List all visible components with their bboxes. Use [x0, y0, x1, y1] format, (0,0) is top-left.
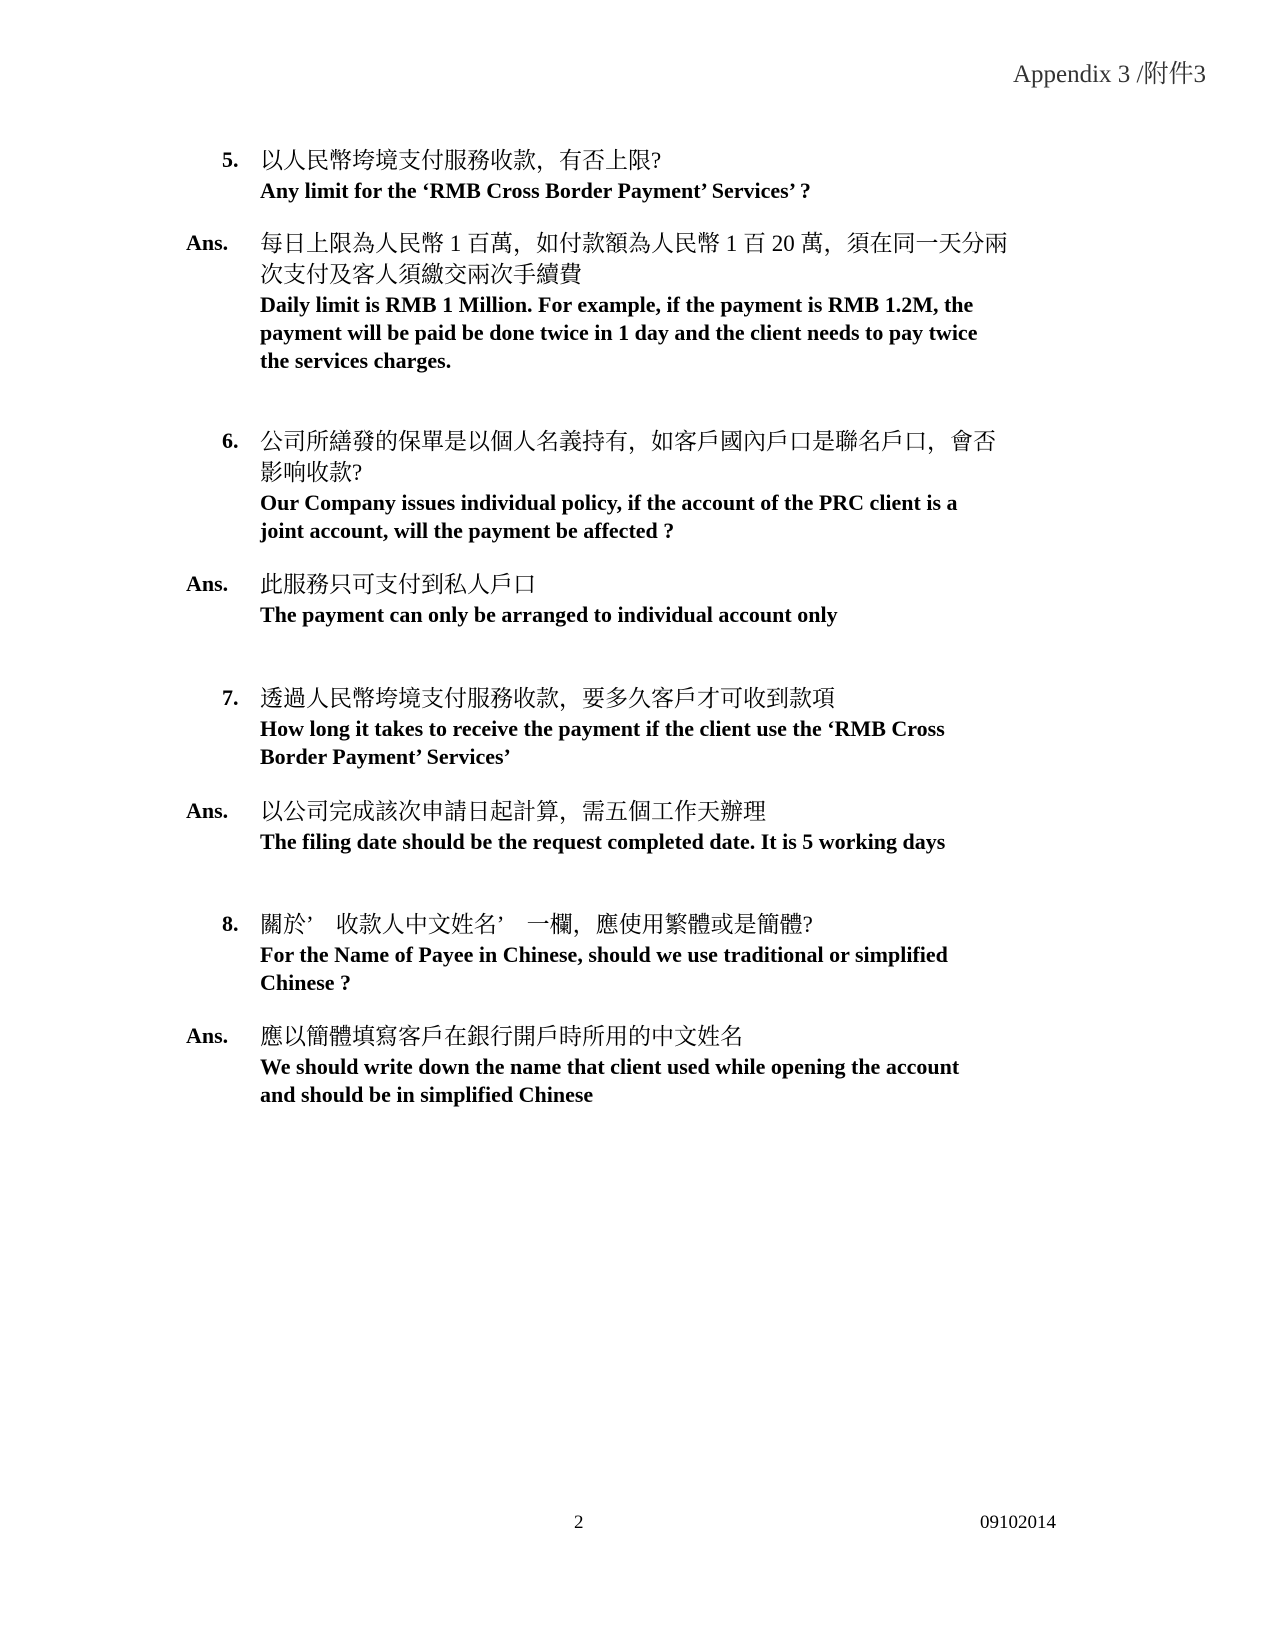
question-text-zh: 公司所繕發的保單是以個人名義持有，如客戶國內戶口是聯名戶口，會否: [260, 429, 996, 454]
page-number: 2: [574, 1512, 584, 1533]
answer-text-en: We should write down the name that client used while opening the account: [260, 1054, 960, 1079]
answer-label: Ans.: [186, 1023, 229, 1048]
appendix-label: Appendix 3 /附件3: [1012, 61, 1206, 88]
question-text-en: Our Company issues individual policy, if the account of the PRC client is a: [260, 490, 958, 515]
answer-label: Ans.: [186, 230, 229, 255]
question-text-en: How long it takes to receive the payment if the client use the ‘RMB Cross: [260, 716, 945, 741]
question-text-en: joint account, will the payment be affected ?: [260, 518, 675, 543]
question-text-zh: 關於’ 收款人中文姓名’ 一欄，應使用繁體或是簡體?: [260, 912, 813, 937]
answer-text-zh: 此服務只可支付到私人戶口: [260, 572, 536, 597]
answer-text-zh: 以公司完成該次申請日起計算，需五個工作天辦理: [260, 799, 766, 824]
answer-text-en: The filing date should be the request completed date. It is 5 working days: [260, 829, 946, 854]
question-text-en: For the Name of Payee in Chinese, should we use traditional or simplified: [260, 942, 948, 967]
question-number: 7.: [222, 685, 239, 710]
question-text-en: Any limit for the ‘RMB Cross Border Payment’ Services’ ?: [260, 178, 811, 203]
question-text-en: Chinese ?: [260, 970, 352, 995]
answer-text-en: the services charges.: [260, 348, 452, 373]
answer-label: Ans.: [186, 798, 229, 823]
question-text-zh: 透過人民幣垮境支付服務收款，要多久客戶才可收到款項: [260, 686, 835, 711]
answer-label: Ans.: [186, 571, 229, 596]
question-text-zh: 影响收款?: [260, 460, 363, 485]
question-number: 8.: [222, 911, 239, 936]
answer-text-en: payment will be paid be done twice in 1 day and the client needs to pay twice: [260, 320, 978, 345]
answer-text-zh: 次支付及客人須繳交兩次手續費: [260, 262, 582, 287]
question-number: 6.: [222, 428, 239, 453]
question-number: 5.: [222, 147, 239, 172]
answer-text-en: The payment can only be arranged to individual account only: [260, 602, 838, 627]
answer-text-zh: 應以簡體填寫客戶在銀行開戶時所用的中文姓名: [260, 1024, 743, 1049]
answer-text-en: Daily limit is RMB 1 Million. For example, if the payment is RMB 1.2M, the: [260, 292, 974, 317]
answer-text-zh: 每日上限為人民幣 1 百萬，如付款額為人民幣 1 百 20 萬，須在同一天分兩: [260, 231, 1008, 256]
question-text-en: Border Payment’ Services’: [260, 744, 511, 769]
answer-text-en: and should be in simplified Chinese: [260, 1082, 594, 1107]
document-code: 09102014: [980, 1512, 1056, 1533]
question-text-zh: 以人民幣垮境支付服務收款，有否上限?: [260, 148, 662, 173]
